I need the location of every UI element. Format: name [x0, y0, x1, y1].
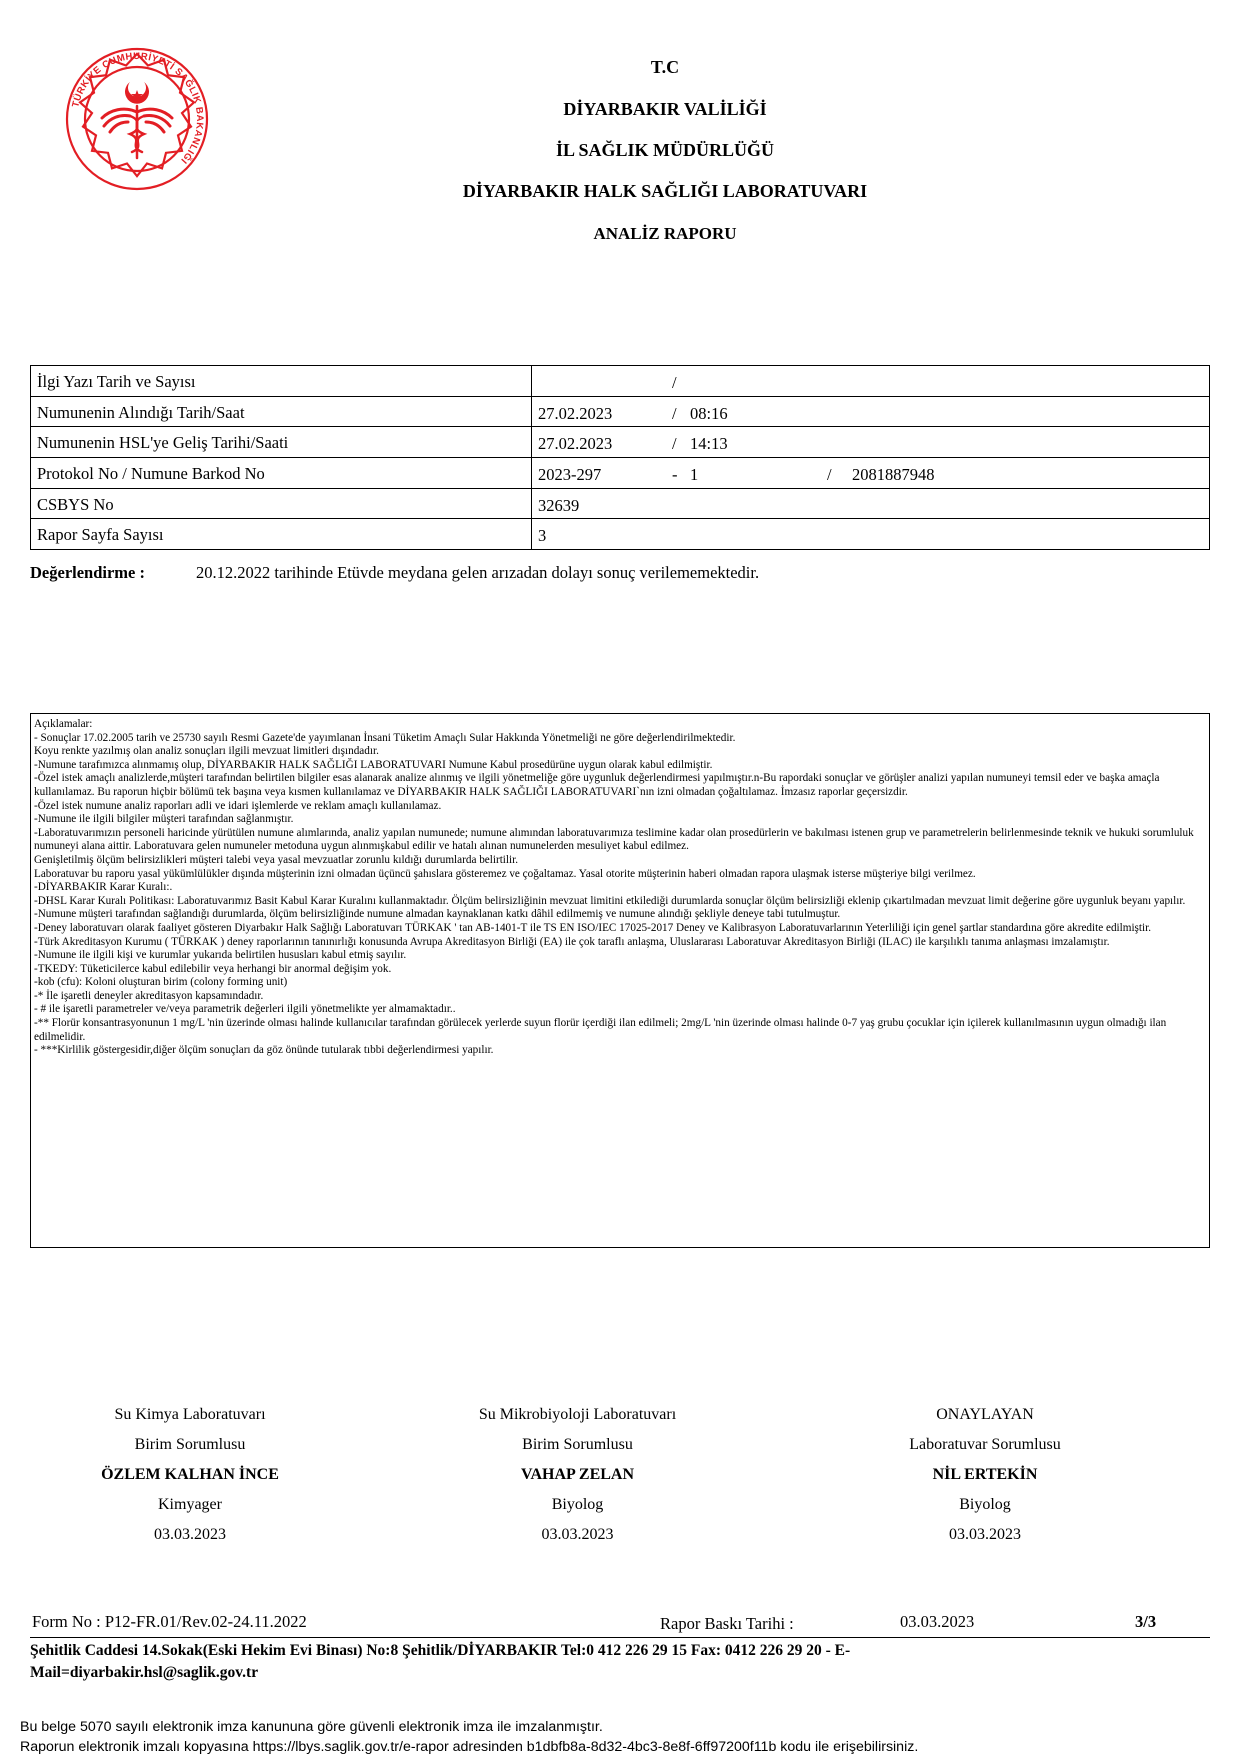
report-title: ANALİZ RAPORU: [593, 224, 737, 243]
row-value: [532, 458, 1210, 489]
print-date-label: Rapor Baskı Tarihi :: [660, 1614, 794, 1633]
row-label: CSBYS No: [31, 488, 532, 519]
table-row: [31, 519, 1210, 550]
footer-divider: [30, 1637, 1210, 1638]
evaluation-label: Değerlendirme :: [30, 563, 145, 582]
signer-role: Birim Sorumlusu: [522, 1436, 633, 1453]
separator-1: -: [672, 464, 678, 484]
explanations-box: [30, 713, 1210, 1248]
row-value: [532, 396, 1210, 427]
header-governorship: DİYARBAKIR VALİLİĞİ: [563, 99, 767, 119]
note-line: -Özel istek amaçlı analizlerde,müşteri tarafından belirtilen bilgiler esas alanarak analize alınmış ve ilgili yönetmeliğe göre uygunluk değerlendirmesi yapılmıştır.n-Bu rapordaki sonuçlar ve görüşler analizi yapılan numuneyi temsil eder ve başka amaçla kullanılamaz. Bu raporun hiçbir bölümü tek başına veya kısmen kullanılamaz ve DİYARBAKIR HALK SAĞLIĞI LABORATUVARI`nın izni olmadan çoğaltılamaz. İmzasız raporlar geçersizdir.: [34, 772, 1160, 798]
e-signature-line: Bu belge 5070 sayılı elektronik imza kanununa göre güvenli elektronik imza ile imzalanmıştır.: [20, 1719, 603, 1735]
separator-1: /: [672, 403, 677, 423]
evaluation-text: 20.12.2022 tarihinde Etüvde meydana gelen arızadan dolayı sonuç verilememektedir.: [196, 563, 760, 582]
signer-name: ÖZLEM KALHAN İNCE: [101, 1466, 279, 1483]
row-value: [532, 488, 1210, 519]
note-line: Genişletilmiş ölçüm belirsizlikleri müşteri talebi veya yasal mevzuatlar zorunlu kıldığı durumlarda belirtilir.: [34, 853, 519, 866]
note-line: -Laboratuvarımızın personeli haricinde yürütülen numune alımlarında, analiz yapılan numunede; numune alımından laboratuvarımıza teslimine kadar olan prosedürlerin ve bakılması istenen grup ve parametrelerin belirlenmesinde teknik ve hukuki sorumluluk numuneyi alana aittir. Laboratuvara gelen numuneler metoduna uygun alınmışkabul edilir ve hatalı alınan numunelerden mesuliyet kabul edilmez.: [34, 826, 1194, 853]
address-line: Şehitlik Caddesi 14.Sokak(Eski Hekim Evi Binası) No:8 Şehitlik/DİYARBAKIR Tel:0 412 226 29 15 Fax: 0412 226 29 20 - E-: [30, 1642, 851, 1659]
sample-no: 1: [690, 464, 699, 484]
signature-block-approver: [790, 1400, 1180, 1550]
signer-title: Kimyager: [158, 1496, 222, 1513]
separator-2: /: [827, 464, 832, 484]
page-number: 3/3: [1135, 1612, 1157, 1631]
row-value: [532, 366, 1210, 397]
signature-block-chemistry: [0, 1400, 380, 1550]
signer-role: Laboratuvar Sorumlusu: [909, 1436, 1061, 1453]
row-label: Protokol No / Numune Barkod No: [31, 458, 532, 489]
row-value: [532, 427, 1210, 458]
value-2: 14:13: [690, 434, 728, 454]
row-label: Numunenin Alındığı Tarih/Saat: [31, 396, 532, 427]
note-line: - ***Kirlilik göstergesidir,diğer ölçüm sonuçları da göz önünde tutularak tıbbi değerlendirmesi yapılır.: [34, 1044, 494, 1057]
signer-name: VAHAP ZELAN: [520, 1466, 635, 1483]
note-line: Laboratuvar bu raporu yasal yükümlülükler dışında müşterinin izni olmadan üçüncü şahıslara gösteremez ve çoğaltamaz. Yasal otorite müşterinin haberi olmadan rapora ulaşmak isterse müşteriye bilgi verilmez.: [34, 867, 976, 880]
sample-info-table: [30, 365, 1210, 550]
value-1: 3: [538, 526, 547, 546]
notes-heading: Açıklamalar:: [34, 718, 93, 730]
signer-role: Birim Sorumlusu: [134, 1436, 246, 1453]
note-line: -Deney laboratuvarı olarak faaliyet gösteren Diyarbakır Halk Sağlığı Laboratuvarı TÜRKAK ' tan AB-1401-T ile TS EN ISO/IEC 17025-2017 Deney ve Kalibrasyon Laboratuvarlarının Yeterliliği için genel şartlar standardına göre akredite edilmiştir.: [34, 921, 1152, 934]
signer-date: 03.03.2023: [154, 1526, 226, 1543]
signer-title: Biyolog: [959, 1496, 1011, 1513]
row-label: Numunenin HSL'ye Geliş Tarihi/Saati: [31, 427, 532, 458]
table-row: [31, 427, 1210, 458]
table-row: [31, 488, 1210, 519]
header-tc: T.C: [650, 57, 680, 77]
value-1: 27.02.2023: [538, 434, 613, 454]
row-label: İlgi Yazı Tarih ve Sayısı: [31, 366, 532, 397]
table-row: [31, 396, 1210, 427]
e-signature-notice: [20, 1717, 918, 1755]
signature-block-microbiology: [385, 1400, 770, 1550]
signer-title: Biyolog: [551, 1496, 604, 1513]
note-line: - Sonuçlar 17.02.2005 tarih ve 25730 sayılı Resmi Gazete'de yayımlanan İnsani Tüketim Amaçlı Sular Hakkında Yönetmeliği ne göre değerlendirilmektedir.: [34, 731, 736, 744]
value-1: 32639: [538, 495, 580, 515]
row-value: [532, 519, 1210, 550]
address-block: [30, 1640, 1210, 1684]
separator-1: /: [672, 434, 677, 454]
barcode-no: 2081887948: [852, 464, 935, 484]
note-line: -* İle işaretli deneyler akreditasyon kapsamındadır.: [34, 989, 264, 1002]
note-line: -Özel istek numune analiz raporları adli ve idari işlemlerde ve reklam amaçlı kullanılamaz.: [34, 799, 442, 812]
signer-department: Su Kimya Laboratuvarı: [114, 1406, 266, 1423]
svg-text:TÜRKİYE CUMHURİYETİ SAĞLIK BAK: TÜRKİYE CUMHURİYETİ SAĞLIK BAKANLIĞI: [70, 50, 206, 166]
row-label: Rapor Sayfa Sayısı: [31, 519, 532, 550]
note-line: -Numune tarafımızca alınmamış olup, DİYARBAKIR HALK SAĞLIĞI LABORATUVARI Numune Kabul prosedürüne uygun olarak kabul edilmiştir.: [34, 758, 713, 771]
note-line: -** Florür konsantrasyonunun 1 mg/L 'nin üzerinde olması halinde kullanıcılar tarafından görülecek yerlerde suyun florür içerdiği ilan edilmeli; 2mg/L 'nin üzerinde olması halinde 0-7 yaş grubu çocuklar için içilerek kullanılmasının uygun olmadığı ilan edilmelidir.: [34, 1017, 1167, 1043]
header-health-directorate: İL SAĞLIK MÜDÜRLÜĞÜ: [555, 140, 775, 160]
value-1: 27.02.2023: [538, 403, 613, 423]
note-line: -TKEDY: Tüketicilerce kabul edilebilir veya herhangi bir anormal değişim yok.: [34, 962, 392, 975]
note-line: - # ile işaretli parametreler ve/veya parametrik değerleri ilgili yönetmelikte yer almamaktadır..: [34, 1003, 456, 1016]
separator-1: /: [672, 372, 677, 392]
ministry-of-health-logo: [58, 40, 216, 198]
note-line: -kob (cfu): Koloni oluşturan birim (colony forming unit): [34, 976, 288, 989]
form-number: Form No : P12-FR.01/Rev.02-24.11.2022: [32, 1612, 307, 1631]
header-laboratory: DİYARBAKIR HALK SAĞLIĞI LABORATUVARI: [462, 181, 868, 201]
note-line: -DİYARBAKIR Karar Kuralı:.: [34, 881, 173, 894]
note-line: -Numune ile ilgili bilgiler müşteri tarafından sağlanmıştır.: [34, 813, 294, 826]
note-line: -Türk Akreditasyon Kurumu ( TÜRKAK ) deney raporlarının tanınırlığı konusunda Avrupa Akreditasyon Birliği (EA) ile çok taraflı anlaşma, Uluslararası Laboratuvar Akreditasyon Birliği (ILAC) ile karşılıklı tanıma anlaşması imzalamıştır.: [34, 935, 1110, 948]
health-ministry-seal-icon: [58, 40, 216, 198]
note-line: -DHSL Karar Kuralı Politikası: Laboratuvarımız Basit Kabul Karar Kuralını kullanmaktadır. Ölçüm belirsizliğinin mevzuat limitini etkilediği durumlarda sonuçlar ölçüm belirsizliği eklenip çıkartılmadan mevzuat limit değerine göre uygunluk beyanı yapılır.: [34, 894, 1186, 907]
table-row: [31, 458, 1210, 489]
e-report-link-line: Raporun elektronik imzalı kopyasına https://lbys.saglik.gov.tr/e-rapor adresinden b1dbfb8a-8d32-4bc3-8e8f-6ff97200f11b kodu ile erişebilirsiniz.: [20, 1739, 919, 1755]
signer-date: 03.03.2023: [541, 1526, 614, 1543]
email-line: Mail=diyarbakir.hsl@saglik.gov.tr: [30, 1664, 259, 1681]
note-line: -Numune müşteri tarafından sağlandığı durumlarda, ölçüm belirsizliğinde numune almadan kaynaklanan katkı dâhil edilmemiş ve numune alındığı şekliyle deneye tabi tutulmuştur.: [34, 908, 841, 921]
signer-date: 03.03.2023: [949, 1526, 1021, 1543]
note-line: -Numune ile ilgili kişi ve kurumlar yukarıda belirtilen hususları kabul etmiş sayılır.: [34, 949, 407, 962]
signer-department: Su Mikrobiyoloji Laboratuvarı: [478, 1406, 677, 1423]
protocol-no: 2023-297: [538, 464, 602, 484]
signer-department: ONAYLAYAN: [936, 1406, 1034, 1423]
table-row: [31, 366, 1210, 397]
signer-name: NİL ERTEKİN: [932, 1466, 1038, 1483]
print-date: 03.03.2023: [900, 1612, 975, 1631]
note-line: Koyu renkte yazılmış olan analiz sonuçları ilgili mevzuat limitleri dışındadır.: [34, 745, 379, 758]
value-2: 08:16: [690, 403, 728, 423]
